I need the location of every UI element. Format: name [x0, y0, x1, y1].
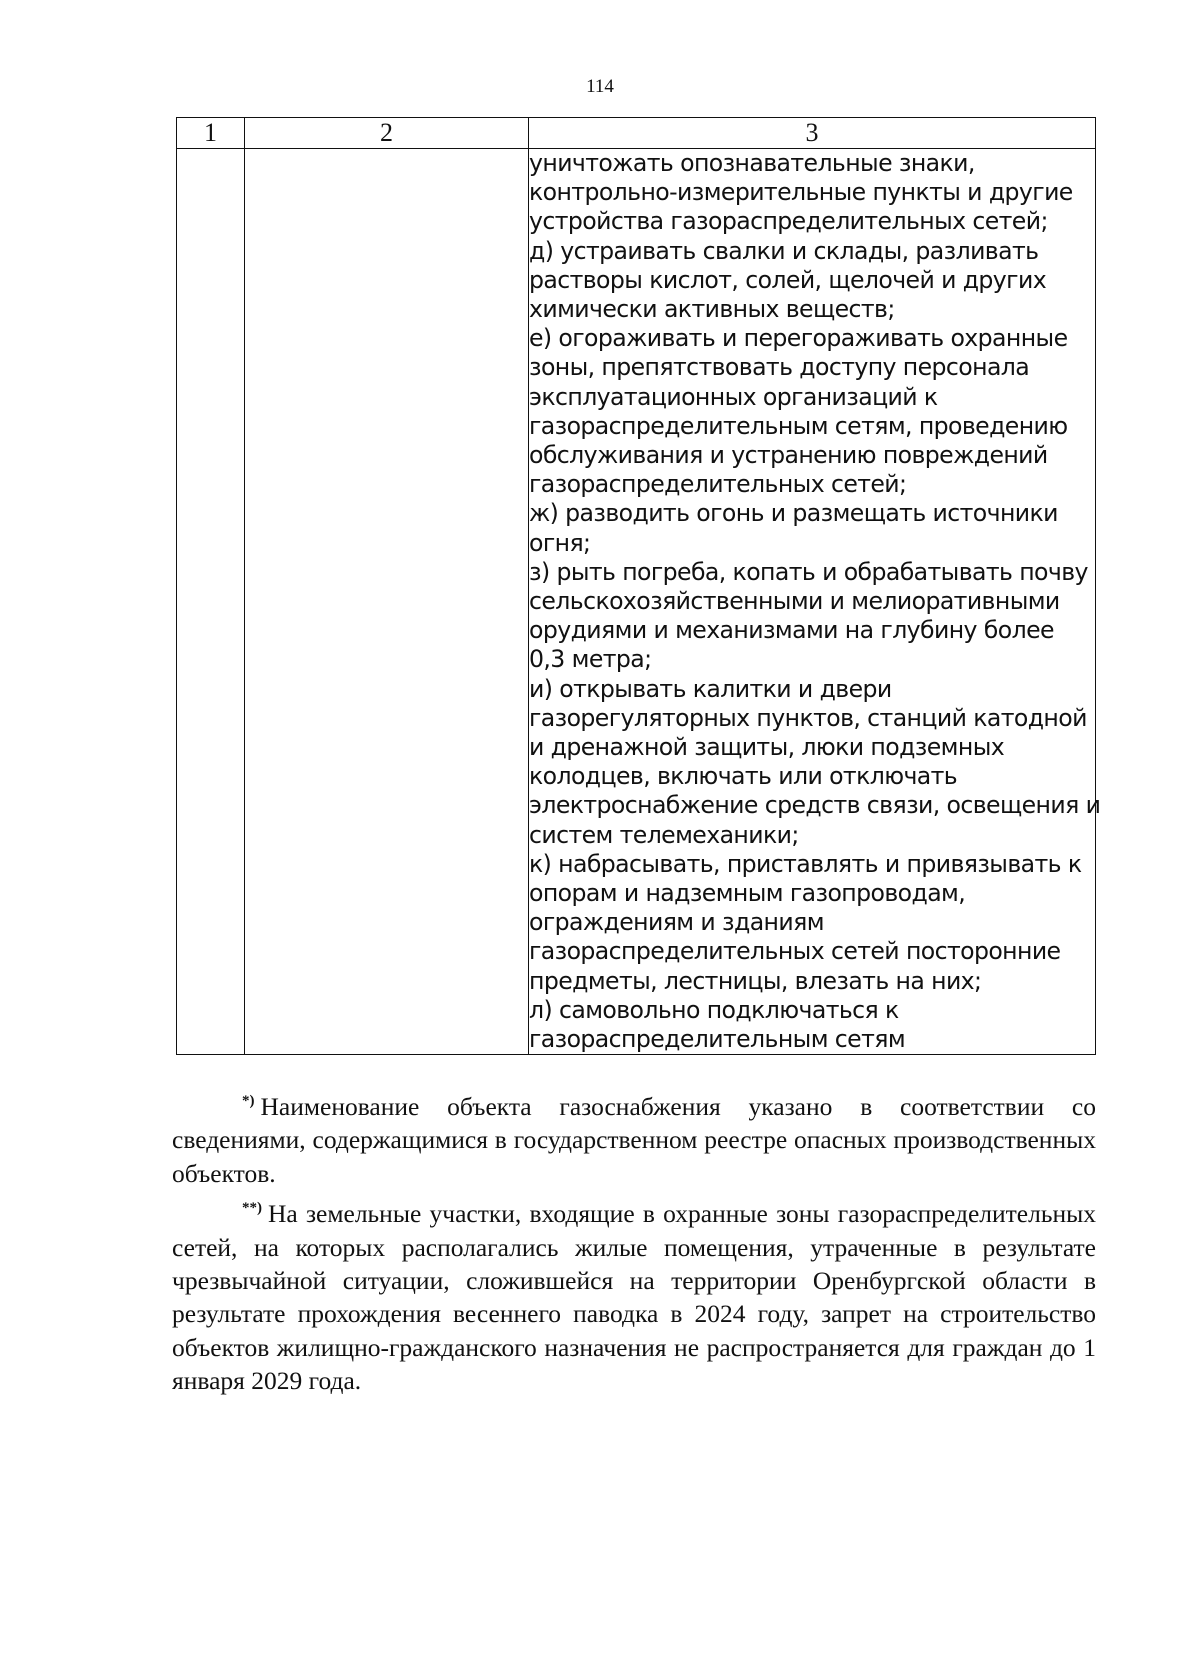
cell-col2 [245, 149, 529, 1055]
footnote-2-marker: **) [242, 1200, 262, 1217]
cell-text-line: химически активных веществ; [529, 295, 895, 324]
cell-text-line: эксплуатационных организаций к [529, 382, 938, 411]
cell-text-line: газораспределительных сетей; [529, 470, 907, 499]
cell-text-line: ж) разводить огонь и размещать источники [529, 499, 1058, 528]
cell-text-line: колодцев, включать или отключать [529, 762, 958, 791]
objects-table [176, 117, 1101, 1055]
cell-text-line: устройства газораспределительных сетей; [529, 207, 1048, 236]
cell-text-line: и дренажной защиты, люки подземных [529, 733, 1005, 762]
footnote-2 [172, 1192, 1096, 1397]
footnote-1-text: Наименование объекта газоснабжения указано в соответствии со сведениями, содержащимися в государственном реестре опасных производственных объектов. [172, 1092, 1096, 1188]
cell-text-line: огня; [529, 528, 591, 557]
cell-text-line: е) огораживать и перегораживать охранные [529, 324, 1068, 353]
cell-text-line: сельскохозяйственными и мелиоративными [529, 587, 1060, 616]
footnote-1-marker: *) [242, 1093, 255, 1109]
cell-text-line: уничтожать опознавательные знаки, [529, 149, 975, 177]
cell-text-line: газораспределительным сетям [529, 1025, 906, 1054]
cell-text-line: л) самовольно подключаться к [529, 995, 899, 1024]
cell-text-line: к) набрасывать, приставлять и привязывать к [529, 849, 1082, 878]
cell-text-line: электроснабжение средств связи, освещения и [529, 791, 1101, 820]
cell-text-line: растворы кислот, солей, щелочей и других [529, 265, 1047, 294]
footnote-2-text: На земельные участки, входящие в охранные зоны газораспределительных сетей, на которых располагались жилые помещения, утраченные в результате чрезвычайной ситуации, сложившейся на территории Оренбургской области в результате прохождения весеннего паводка в 2024 году, запрет на строительство объектов жилищно-гражданского назначения не распространяется для граждан до 1 января 2029 года. [172, 1199, 1096, 1396]
column-header-1: 1 [177, 118, 245, 149]
footnote-1 [172, 1085, 1096, 1190]
cell-col1 [177, 149, 245, 1055]
restrictions-cell [529, 149, 1101, 1055]
cell-text-line: и) открывать калитки и двери [529, 674, 892, 703]
cell-text-line: систем телемеханики; [529, 820, 799, 849]
cell-text-line: газораспределительным сетям, проведению [529, 411, 1068, 440]
cell-text-line: 0,3 метра; [529, 645, 652, 674]
footnotes [172, 1085, 1096, 1398]
cell-text-line: зоны, препятствовать доступу персонала [529, 353, 1030, 382]
cell-text-line: газораспределительных сетей посторонние [529, 937, 1061, 966]
cell-text-line: предметы, лестницы, влезать на них; [529, 966, 982, 995]
cell-text-line: контрольно-измерительные пункты и другие [529, 178, 1073, 207]
cell-text-line: ограждениям и зданиям [529, 908, 824, 937]
cell-text-line: опорам и надземным газопроводам, [529, 879, 966, 908]
column-header-2: 2 [245, 118, 529, 149]
cell-text-line: обслуживания и устранению повреждений [529, 441, 1048, 470]
cell-text-line: д) устраивать свалки и склады, разливать [529, 236, 1039, 265]
table-row [177, 149, 1096, 1055]
column-header-3: 3 [529, 118, 1096, 149]
table-header-row [177, 118, 1096, 149]
cell-text-line: з) рыть погреба, копать и обрабатывать почву [529, 557, 1088, 586]
cell-text-line: газорегуляторных пунктов, станций катодной [529, 703, 1087, 732]
page-number: 114 [586, 76, 614, 97]
cell-text-line: орудиями и механизмами на глубину более [529, 616, 1054, 645]
